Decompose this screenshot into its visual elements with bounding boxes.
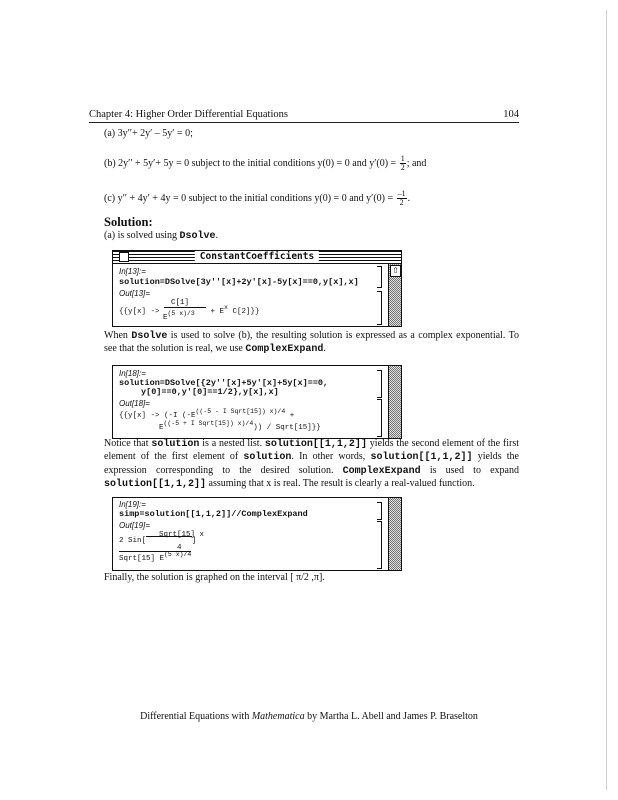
final-sentence-text: Finally, the solution is graphed on the interval [ π/2 ,π]. [104, 572, 325, 583]
paragraph-nested-list [104, 438, 519, 492]
output-tail: + E [206, 308, 225, 316]
para1-text-2: is used to solve (b), the resulting solution is expressed as a complex exponential. To see that the solution is real, we use [104, 330, 519, 355]
output-label: Out[13]= [119, 289, 150, 298]
problem-c-denominator: 2 [399, 198, 404, 207]
output-label: Out[18]= [119, 399, 150, 408]
solution-intro-code: Dsolve [179, 231, 216, 242]
output-denominator [119, 551, 192, 563]
para2-code-6: solution[[1,1,2]] [104, 479, 207, 491]
output-cell-bracket[interactable] [377, 521, 382, 569]
input-code[interactable]: simp=solution[[1,1,2]]//ComplexExpand [119, 509, 308, 519]
input-label: In[19]:= [119, 500, 146, 509]
solution-intro-text: (a) is solved using [104, 230, 180, 241]
close-box-icon[interactable] [119, 252, 129, 262]
para2-code-1: solution [151, 439, 200, 450]
problem-b [104, 155, 426, 172]
inner-fraction-bar [146, 536, 192, 537]
output-numerator: C[1] [171, 299, 190, 307]
input-cell-bracket[interactable] [377, 370, 382, 398]
footer-italic: Mathematica [251, 711, 305, 722]
output-denominator [163, 310, 195, 322]
problem-b-tail: ; and [406, 157, 427, 169]
para2-code-4: solution[[1,1,2]] [370, 452, 473, 464]
output-line-1-text: {{y[x] -> (-I (-E [119, 412, 196, 420]
input-label: In[18]:= [119, 369, 146, 378]
output-numerator-pre: 2 Sin[ [119, 537, 147, 545]
problem-c-fraction [397, 190, 407, 207]
output-inner-numerator: Sqrt[15] x [159, 531, 205, 539]
para2-text-6: is used to expand [420, 464, 519, 476]
para2-text-3: yields the second element of the first element of the first element of [104, 438, 519, 463]
notebook-window-1[interactable] [112, 250, 402, 327]
footer-post: by Martha L. Abell and James P. Braselton [304, 711, 478, 722]
input-cell-bracket[interactable] [377, 266, 382, 288]
page-footer [0, 711, 618, 722]
input-code-line-2[interactable]: y[0]==0,y'[0]==1/2},y[x],x] [141, 387, 279, 397]
vertical-scrollbar[interactable] [388, 498, 401, 570]
output-lhs: {{y[x] -> [119, 308, 165, 316]
input-code-line-1[interactable]: solution=DSolve[{2y''[x]+5y'[x]+5y[x]==0, [119, 378, 329, 388]
output-tail-exponent: x [224, 304, 228, 311]
problem-b-text: (b) 2y′′ + 5y′+ 5y = 0 subject to the initial conditions y(0) = 0 and y′(0) = [104, 157, 399, 169]
problem-a [104, 128, 193, 139]
notebook-window-3[interactable] [112, 497, 402, 571]
para2-text-2: is a nested list. [199, 438, 265, 449]
solution-intro-end: . [215, 230, 219, 241]
notebook-window-2[interactable] [112, 365, 402, 439]
output-line-2 [159, 420, 321, 432]
problem-b-numerator: 1 [400, 154, 405, 163]
output-line-2-text: E [159, 424, 164, 432]
output-line-2-exponent: ((-5 + I Sqrt[15]) x)/4 [163, 420, 254, 427]
vertical-scrollbar[interactable] [388, 264, 401, 326]
input-cell-bracket[interactable] [377, 502, 382, 520]
para2-text-1: Notice that [104, 438, 152, 449]
output-line-1-tail: + [285, 412, 295, 420]
chapter-title: Chapter 4: Higher Order Differential Equations [89, 109, 288, 120]
para2-text-7: assuming that x is real. The result is clearly a real-valued function. [206, 478, 475, 490]
para2-code-2: solution[[1,1,2]] [264, 439, 367, 450]
solution-heading: Solution: [104, 215, 153, 229]
vertical-scrollbar[interactable] [388, 366, 401, 438]
output-line-1-exponent: ((-5 - I Sqrt[15]) x)/4 [195, 408, 286, 415]
problem-c-tail: . [407, 192, 411, 204]
problem-c-numerator: –1 [397, 189, 406, 198]
para1-code-1: Dsolve [131, 331, 168, 342]
output-numerator-post: ] [192, 537, 197, 545]
output-label: Out[19]= [119, 521, 150, 530]
problem-c-text: (c) y′′ + 4y′ + 4y = 0 subject to the initial conditions y(0) = 0 and y′(0) = [104, 192, 396, 204]
solution-intro [104, 230, 218, 242]
output-denominator-exponent: (5 x)/4 [164, 551, 192, 558]
notebook-title: ConstantCoefficients [195, 251, 319, 263]
output-denominator-base: E [163, 314, 168, 322]
problem-b-denominator: 2 [400, 163, 405, 172]
input-label: In[13]:= [119, 267, 146, 276]
problem-a-text: (a) 3y′′+ 2y′ – 5y′ = 0; [104, 128, 193, 139]
output-denominator-base: Sqrt[15] E [119, 555, 165, 563]
fraction-bar [164, 307, 206, 308]
output-inner-denominator: 4 [177, 544, 182, 552]
problem-b-fraction [400, 155, 406, 172]
footer-pre: Differential Equations with [140, 711, 252, 722]
para2-code-3: solution [243, 452, 292, 464]
paragraph-complex-expand [104, 330, 519, 357]
output-numerator [119, 537, 197, 545]
para2-text-5: yields the expression corresponding to the desired solution. [104, 451, 519, 476]
output-tail-rest: C[2]}} [227, 308, 260, 316]
problem-c [104, 190, 410, 207]
output-line-2-tail: )) / Sqrt[15]}} [253, 424, 321, 432]
para1-code-2: ComplexExpand [245, 344, 324, 356]
header-rule [89, 122, 519, 123]
final-sentence [104, 572, 325, 583]
page-edge-line [606, 10, 607, 790]
output-cell-bracket[interactable] [377, 291, 382, 325]
notebook-titlebar[interactable] [113, 251, 401, 264]
output-cell-bracket[interactable] [377, 399, 382, 437]
para2-text-4: . In other words, [291, 451, 371, 463]
para1-text-1: When [104, 330, 132, 341]
scroll-up-arrow-icon[interactable]: ⇧ [390, 265, 401, 277]
output-denominator-exponent: (5 x)/3 [167, 310, 195, 317]
page-number: 104 [503, 109, 519, 120]
input-code[interactable]: solution=DSolve[3y''[x]+2y'[x]-5y[x]==0,y[x],x] [119, 277, 359, 287]
para2-code-5: ComplexExpand [342, 465, 421, 477]
para1-text-3: . [323, 343, 326, 355]
output-line-1 [119, 408, 295, 420]
